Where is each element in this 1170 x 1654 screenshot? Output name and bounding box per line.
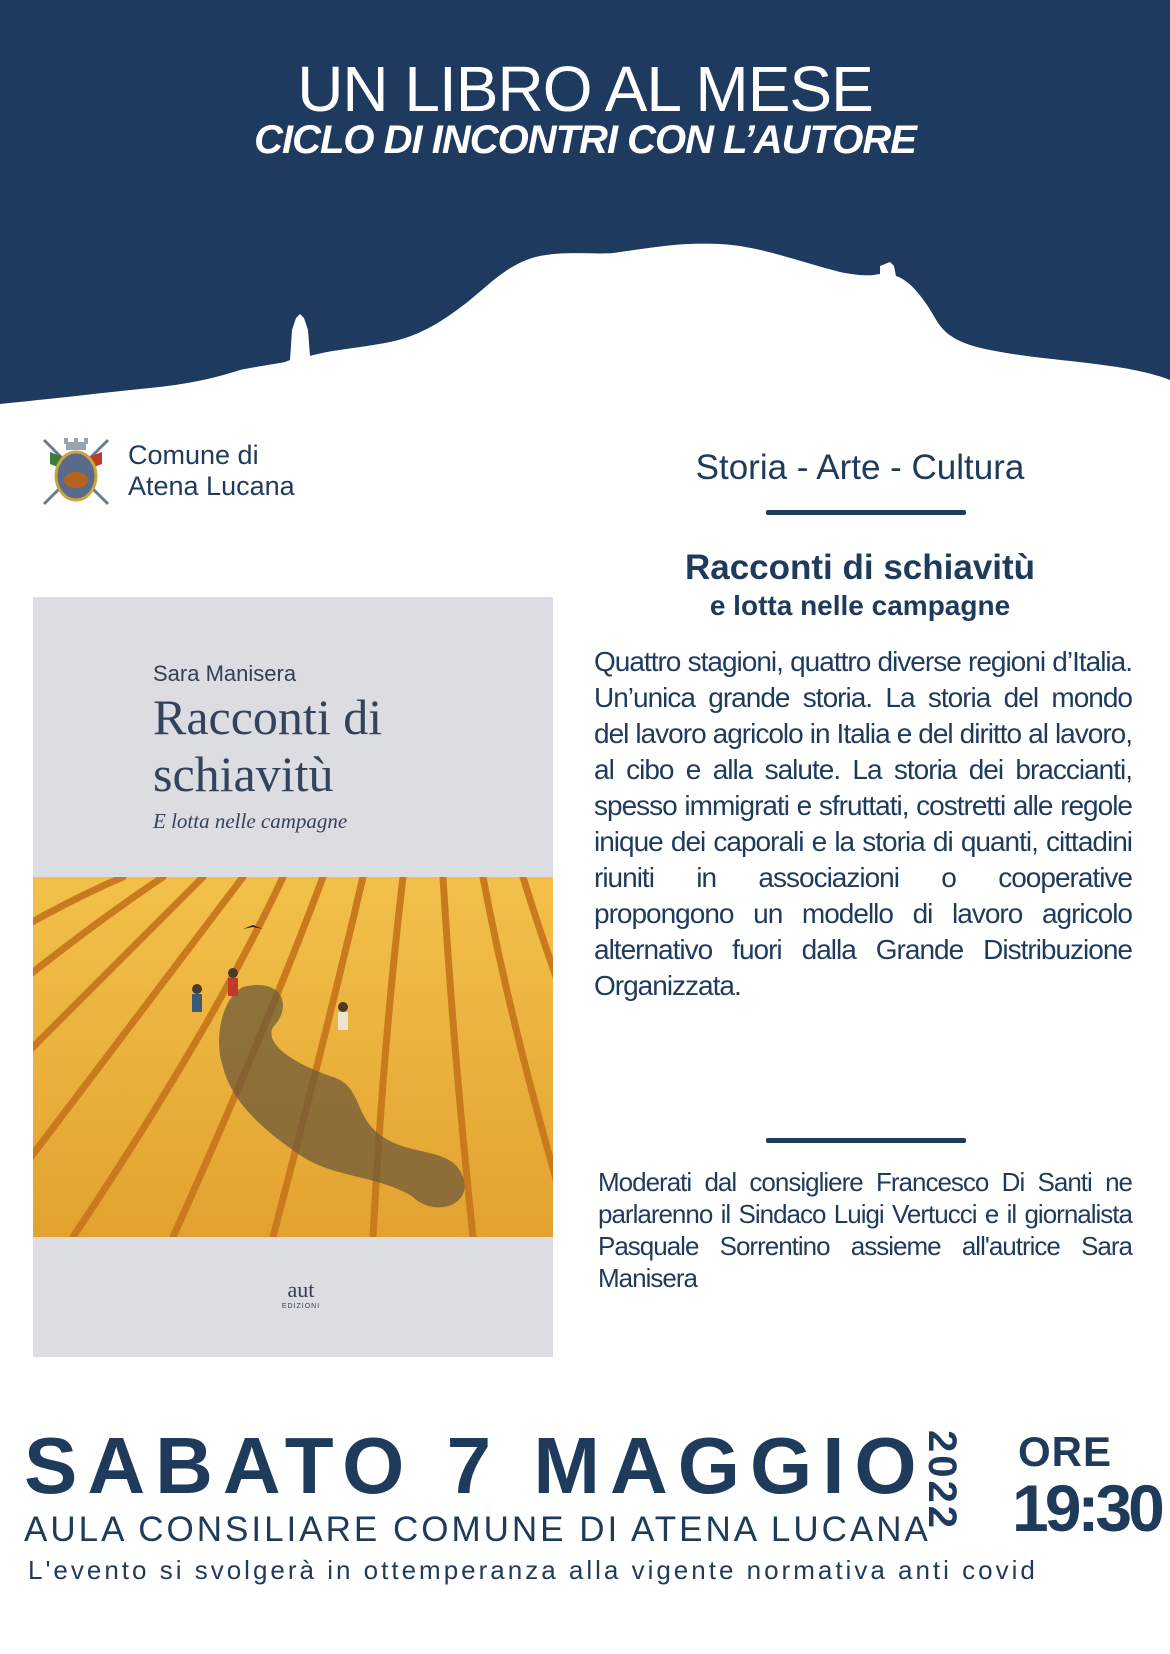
organizer-line-2: Atena Lucana [128,471,295,501]
event-venue: AULA CONSILIARE COMUNE DI ATENA LUCANA [24,1510,931,1549]
organizer-line-1: Comune di [128,440,259,470]
cover-title-line-2: schiavitù [153,746,334,802]
cover-field-illustration [33,877,553,1237]
publisher-name: aut [287,1277,315,1302]
divider-bottom [766,1138,966,1143]
event-date: SABATO 7 MAGGIO [24,1421,927,1510]
event-time: 19:30 [1012,1471,1161,1545]
section-heading: Storia - Arte - Cultura [695,448,1025,487]
covid-note: L'evento si svolgerà in ottemperanza alla vigente normativa anti covid [28,1555,1038,1585]
organizer-block [36,432,336,512]
book-description: Quattro stagioni, quattro diverse regioni d’Italia. Un’unica grande storia. La storia del mondo del lavoro agricolo in Italia e del diritto al lavoro, al cibo e alla salute. La storia dei braccianti, spesso immigrati e sfruttati, costretti alle regole inique dei caporali e la storia di quanti, cittadini riuniti in associazioni o cooperative propongono un modello di lavoro agricolo alternativo fuori dalla Grande Distribuzione Organizzata. [594,646,1132,1001]
event-series-title: UN LIBRO AL MESE [297,53,873,125]
event-time-label: ORE [1018,1428,1113,1475]
publisher-sub: EDIZIONI [281,1303,321,1310]
divider-top [766,510,966,515]
publisher-logo [271,1277,331,1310]
book-title: Racconti di schiavitù [684,548,1036,587]
event-year: 2022 [920,1430,964,1531]
cover-title [153,689,382,803]
event-series-subtitle: CICLO DI INCONTRI CON L’AUTORE [254,118,916,162]
cover-subtitle: E lotta nelle campagne [153,809,348,833]
coat-of-arms-icon [36,432,116,512]
header-banner [0,0,1170,420]
cover-title-line-1: Racconti di [153,689,383,745]
book-subtitle: e lotta nelle campagne [709,590,1011,621]
cover-author: Sara Manisera [153,661,297,686]
book-cover [33,597,553,1357]
organizer-name [128,440,295,502]
moderators-text: Moderati dal consigliere Francesco Di Santi ne parlarenno il Sindaco Luigi Vertucci e il giornalista Pasquale Sorrentino assieme all'autrice Sara Manisera [598,1167,1132,1293]
